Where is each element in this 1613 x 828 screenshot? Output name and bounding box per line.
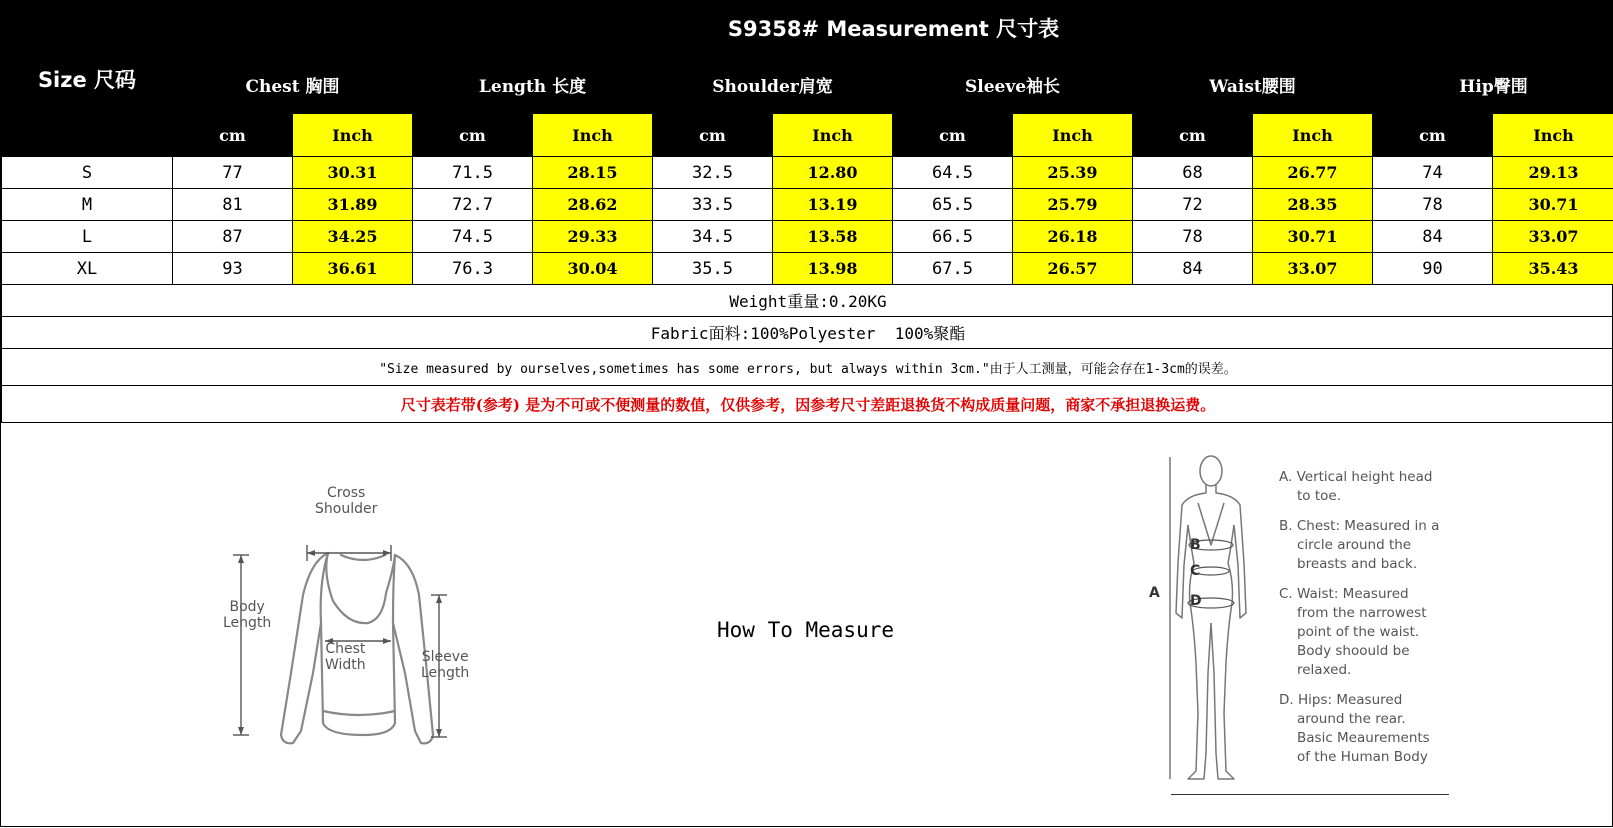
table-cell: 74.5 xyxy=(413,221,533,253)
group-chest: Chest 胸围 xyxy=(173,55,413,114)
measurement-table xyxy=(1,1,1613,423)
size-label: S xyxy=(2,157,173,189)
table-cell: 30.04 xyxy=(533,253,653,285)
table-cell: 28.35 xyxy=(1253,189,1373,221)
table-row xyxy=(2,253,1613,285)
table-cell: 93 xyxy=(173,253,293,285)
table-cell: 64.5 xyxy=(893,157,1013,189)
table-cell: 12.80 xyxy=(773,157,893,189)
unit-cm: cm xyxy=(173,114,293,157)
unit-inch: Inch xyxy=(1493,114,1613,157)
group-waist: Waist腰围 xyxy=(1133,55,1373,114)
body-length-label: Body Length xyxy=(223,599,271,631)
divider xyxy=(1171,794,1449,795)
table-cell: 30.31 xyxy=(293,157,413,189)
fabric-info: Fabric面料:100%Polyester 100%聚酯 xyxy=(2,317,1613,349)
table-cell: 78 xyxy=(1373,189,1493,221)
table-cell: 26.77 xyxy=(1253,157,1373,189)
human-body-diagram xyxy=(1166,453,1256,788)
unit-cm: cm xyxy=(653,114,773,157)
table-cell: 87 xyxy=(173,221,293,253)
marker-b: B xyxy=(1190,537,1201,553)
table-cell: 29.33 xyxy=(533,221,653,253)
table-row xyxy=(2,221,1613,253)
unit-cm: cm xyxy=(1133,114,1253,157)
group-hip: Hip臀围 xyxy=(1373,55,1613,114)
legend-item: D. Hips: Measured around the rear. Basic Meaurements of the Human Body xyxy=(1279,691,1459,767)
table-cell: 30.71 xyxy=(1493,189,1613,221)
table-cell: 26.57 xyxy=(1013,253,1133,285)
chart-title: S9358# Measurement 尺寸表 xyxy=(173,2,1613,55)
unit-inch: Inch xyxy=(293,114,413,157)
size-label: M xyxy=(2,189,173,221)
weight-info: Weight重量:0.20KG xyxy=(2,285,1613,317)
how-to-measure-section xyxy=(1,433,1613,828)
table-row xyxy=(2,189,1613,221)
measurement-note: "Size measured by ourselves,sometimes has some errors, but always within 3cm."由于人工测量，可能会存在1-3cm的误差。 xyxy=(2,349,1613,386)
legend-item: B. Chest: Measured in a circle around the breasts and back. xyxy=(1279,517,1459,574)
size-label: XL xyxy=(2,253,173,285)
table-cell: 72.7 xyxy=(413,189,533,221)
table-cell: 29.13 xyxy=(1493,157,1613,189)
table-cell: 35.43 xyxy=(1493,253,1613,285)
group-shoulder: Shoulder肩宽 xyxy=(653,55,893,114)
table-cell: 36.61 xyxy=(293,253,413,285)
how-to-measure-title: How To Measure xyxy=(717,618,894,642)
table-cell: 25.39 xyxy=(1013,157,1133,189)
unit-inch: Inch xyxy=(533,114,653,157)
table-cell: 30.71 xyxy=(1253,221,1373,253)
unit-inch: Inch xyxy=(1253,114,1373,157)
table-cell: 13.19 xyxy=(773,189,893,221)
unit-inch: Inch xyxy=(1013,114,1133,157)
table-cell: 28.15 xyxy=(533,157,653,189)
legend-item: C. Waist: Measured from the narrowest point of the waist. Body shoould be relaxed. xyxy=(1279,585,1459,680)
table-cell: 77 xyxy=(173,157,293,189)
marker-c: C xyxy=(1190,563,1200,579)
table-cell: 33.5 xyxy=(653,189,773,221)
table-cell: 34.25 xyxy=(293,221,413,253)
table-cell: 84 xyxy=(1373,221,1493,253)
size-header: Size 尺码 xyxy=(2,2,173,157)
marker-a: A xyxy=(1149,585,1160,601)
table-cell: 33.07 xyxy=(1493,221,1613,253)
sweater-diagram xyxy=(223,473,503,763)
table-cell: 78 xyxy=(1133,221,1253,253)
table-cell: 33.07 xyxy=(1253,253,1373,285)
table-cell: 72 xyxy=(1133,189,1253,221)
table-cell: 66.5 xyxy=(893,221,1013,253)
table-cell: 81 xyxy=(173,189,293,221)
group-sleeve: Sleeve袖长 xyxy=(893,55,1133,114)
table-cell: 90 xyxy=(1373,253,1493,285)
table-cell: 13.58 xyxy=(773,221,893,253)
table-row xyxy=(2,157,1613,189)
measurement-legend xyxy=(1279,468,1459,778)
human-body-icon xyxy=(1166,453,1256,788)
unit-cm: cm xyxy=(1373,114,1493,157)
legend-item: A. Vertical height head to toe. xyxy=(1279,468,1459,506)
table-cell: 65.5 xyxy=(893,189,1013,221)
sleeve-length-label: Sleeve Length xyxy=(421,649,469,681)
table-cell: 68 xyxy=(1133,157,1253,189)
table-cell: 84 xyxy=(1133,253,1253,285)
table-cell: 26.18 xyxy=(1013,221,1133,253)
table-cell: 25.79 xyxy=(1013,189,1133,221)
table-cell: 13.98 xyxy=(773,253,893,285)
marker-d: D xyxy=(1190,593,1202,609)
unit-inch: Inch xyxy=(773,114,893,157)
table-cell: 32.5 xyxy=(653,157,773,189)
chest-width-label: Chest Width xyxy=(325,641,366,673)
disclaimer-note: 尺寸表若带(参考) 是为不可或不便测量的数值，仅供参考，因参考尺寸差距退换货不构成质量问题，商家不承担退换运费。 xyxy=(2,386,1613,423)
table-cell: 71.5 xyxy=(413,157,533,189)
table-cell: 35.5 xyxy=(653,253,773,285)
unit-cm: cm xyxy=(893,114,1013,157)
group-length: Length 长度 xyxy=(413,55,653,114)
table-cell: 74 xyxy=(1373,157,1493,189)
table-cell: 76.3 xyxy=(413,253,533,285)
table-cell: 34.5 xyxy=(653,221,773,253)
table-cell: 67.5 xyxy=(893,253,1013,285)
table-cell: 31.89 xyxy=(293,189,413,221)
table-cell: 28.62 xyxy=(533,189,653,221)
cross-shoulder-label: Cross Shoulder xyxy=(315,485,377,517)
unit-cm: cm xyxy=(413,114,533,157)
size-label: L xyxy=(2,221,173,253)
